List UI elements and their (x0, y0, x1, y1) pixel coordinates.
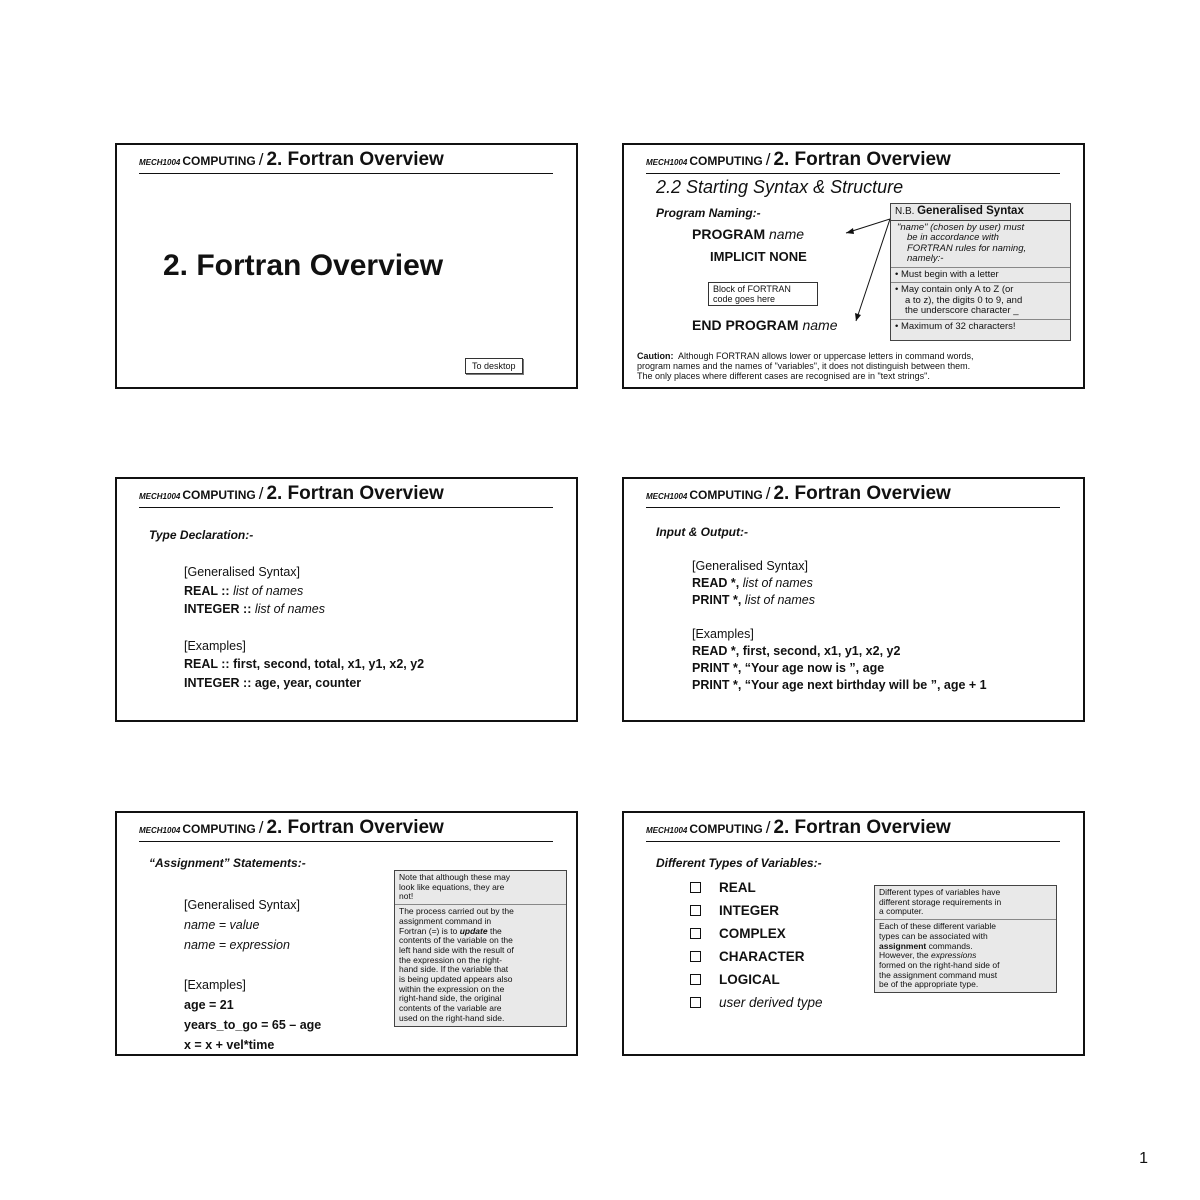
program-line: PROGRAM name (692, 226, 805, 242)
note-paragraph: Each of these different variable types can be associated with assignment commands. However, the expressions formed on the right-hand side of the assignment command must be of the appropriate type. (879, 921, 1000, 990)
section-heading: Different Types of Variables:- (656, 856, 822, 870)
slide-2 (622, 143, 1085, 389)
arrowhead-icon (855, 313, 861, 321)
header-rule (646, 507, 1060, 508)
arrow-to-end-name (856, 219, 890, 321)
list-item: LOGICAL (690, 968, 823, 991)
slide-6 (622, 811, 1085, 1056)
list-item: COMPLEX (690, 922, 823, 945)
slide-1 (115, 143, 578, 389)
note-paragraph: Note that although these may look like equations, they are not! (395, 871, 566, 905)
slide-3 (115, 477, 578, 722)
slide-header: MECH1004 COMPUTING / 2. Fortran Overview (646, 817, 951, 838)
page-number: 1 (1139, 1150, 1148, 1167)
block-note: Block of FORTRAN code goes here (708, 282, 818, 306)
slide-title: 2. Fortran Overview (163, 249, 444, 282)
checkbox-icon (690, 905, 701, 916)
types-note-box (874, 885, 1057, 993)
nb-heading: N.B. Generalised Syntax (891, 204, 1070, 221)
slide-5 (115, 811, 578, 1056)
slide-header: MECH1004 COMPUTING / 2. Fortran Overview (646, 483, 951, 504)
list-item: INTEGER (690, 899, 823, 922)
arrowhead-icon (846, 228, 854, 234)
caution-text: Caution: Although FORTRAN allows lower or uppercase letters in command words, program names and the names of "variables", it does not distinguish between them. The only places where different cases are recognised are in "text strings". (637, 351, 974, 381)
list-item: CHARACTER (690, 945, 823, 968)
note-paragraph: The process carried out by the assignment command in Fortran (=) is to update the contents of the variable on the left hand side with the result of the expression on the right- hand side. If the variable that is being updated appears also within the expression on the right-hand side, the original contents of the variable are used on the right-hand side. (399, 906, 514, 1023)
to-desktop-button[interactable]: To desktop (465, 358, 523, 374)
section-heading: Input & Output:- (656, 525, 748, 539)
syntax-block: [Generalised Syntax] READ *, list of names PRINT *, list of names [Examples] READ *, first, second, x1, y1, x2, y2 PRINT *, “Your age now is ”, age PRINT *, “Your age next birthday will be ”, age + 1 (692, 559, 987, 692)
end-program-line: END PROGRAM name (692, 317, 838, 333)
slide-header: MECH1004 COMPUTING / 2. Fortran Overview (139, 817, 444, 838)
program-naming-label: Program Naming:- (656, 206, 761, 220)
assignment-note-box (394, 870, 567, 1027)
syntax-block: [Generalised Syntax] REAL :: list of names INTEGER :: list of names [Examples] REAL :: first, second, total, x1, y1, x2, y2 INTEGER :: age, year, counter (184, 565, 425, 690)
header-rule (139, 507, 553, 508)
header-rule (139, 841, 553, 842)
syntax-block: [Generalised Syntax] name = value name = expression [Examples] age = 21 years_to_go = 65 – age x = x + vel*time (184, 898, 322, 1052)
nb-note-box (890, 203, 1071, 341)
note-paragraph: Different types of variables have different storage requirements in a computer. (875, 886, 1056, 920)
slide-header: MECH1004 COMPUTING / 2. Fortran Overview (139, 483, 444, 504)
section-heading: “Assignment” Statements:- (149, 856, 306, 870)
list-item: REAL (690, 876, 823, 899)
checkbox-icon (690, 928, 701, 939)
slide-header: MECH1004 COMPUTING / 2. Fortran Overview (139, 149, 444, 170)
slide-4 (622, 477, 1085, 722)
checkbox-icon (690, 974, 701, 985)
nb-bullet: • Must begin with a letter (891, 268, 1070, 284)
nb-bullet: • May contain only A to Z (or a to z), the digits 0 to 9, and the underscore character _ (891, 283, 1070, 320)
header-rule (139, 173, 553, 174)
implicit-none: IMPLICIT NONE (710, 249, 807, 264)
variable-type-list (690, 876, 823, 1014)
section-heading: Type Declaration:- (149, 528, 254, 542)
header-rule (646, 841, 1060, 842)
slide-subtitle: 2.2 Starting Syntax & Structure (656, 177, 904, 197)
slide-header: MECH1004 COMPUTING / 2. Fortran Overview (646, 149, 951, 170)
nb-intro: "name" (chosen by user) must be in accordance with FORTRAN rules for naming, namely:- (891, 221, 1070, 268)
checkbox-icon (690, 951, 701, 962)
checkbox-icon (690, 997, 701, 1008)
nb-bullet: • Maximum of 32 characters! (895, 320, 1016, 332)
checkbox-icon (690, 882, 701, 893)
list-item: user derived type (690, 991, 823, 1014)
